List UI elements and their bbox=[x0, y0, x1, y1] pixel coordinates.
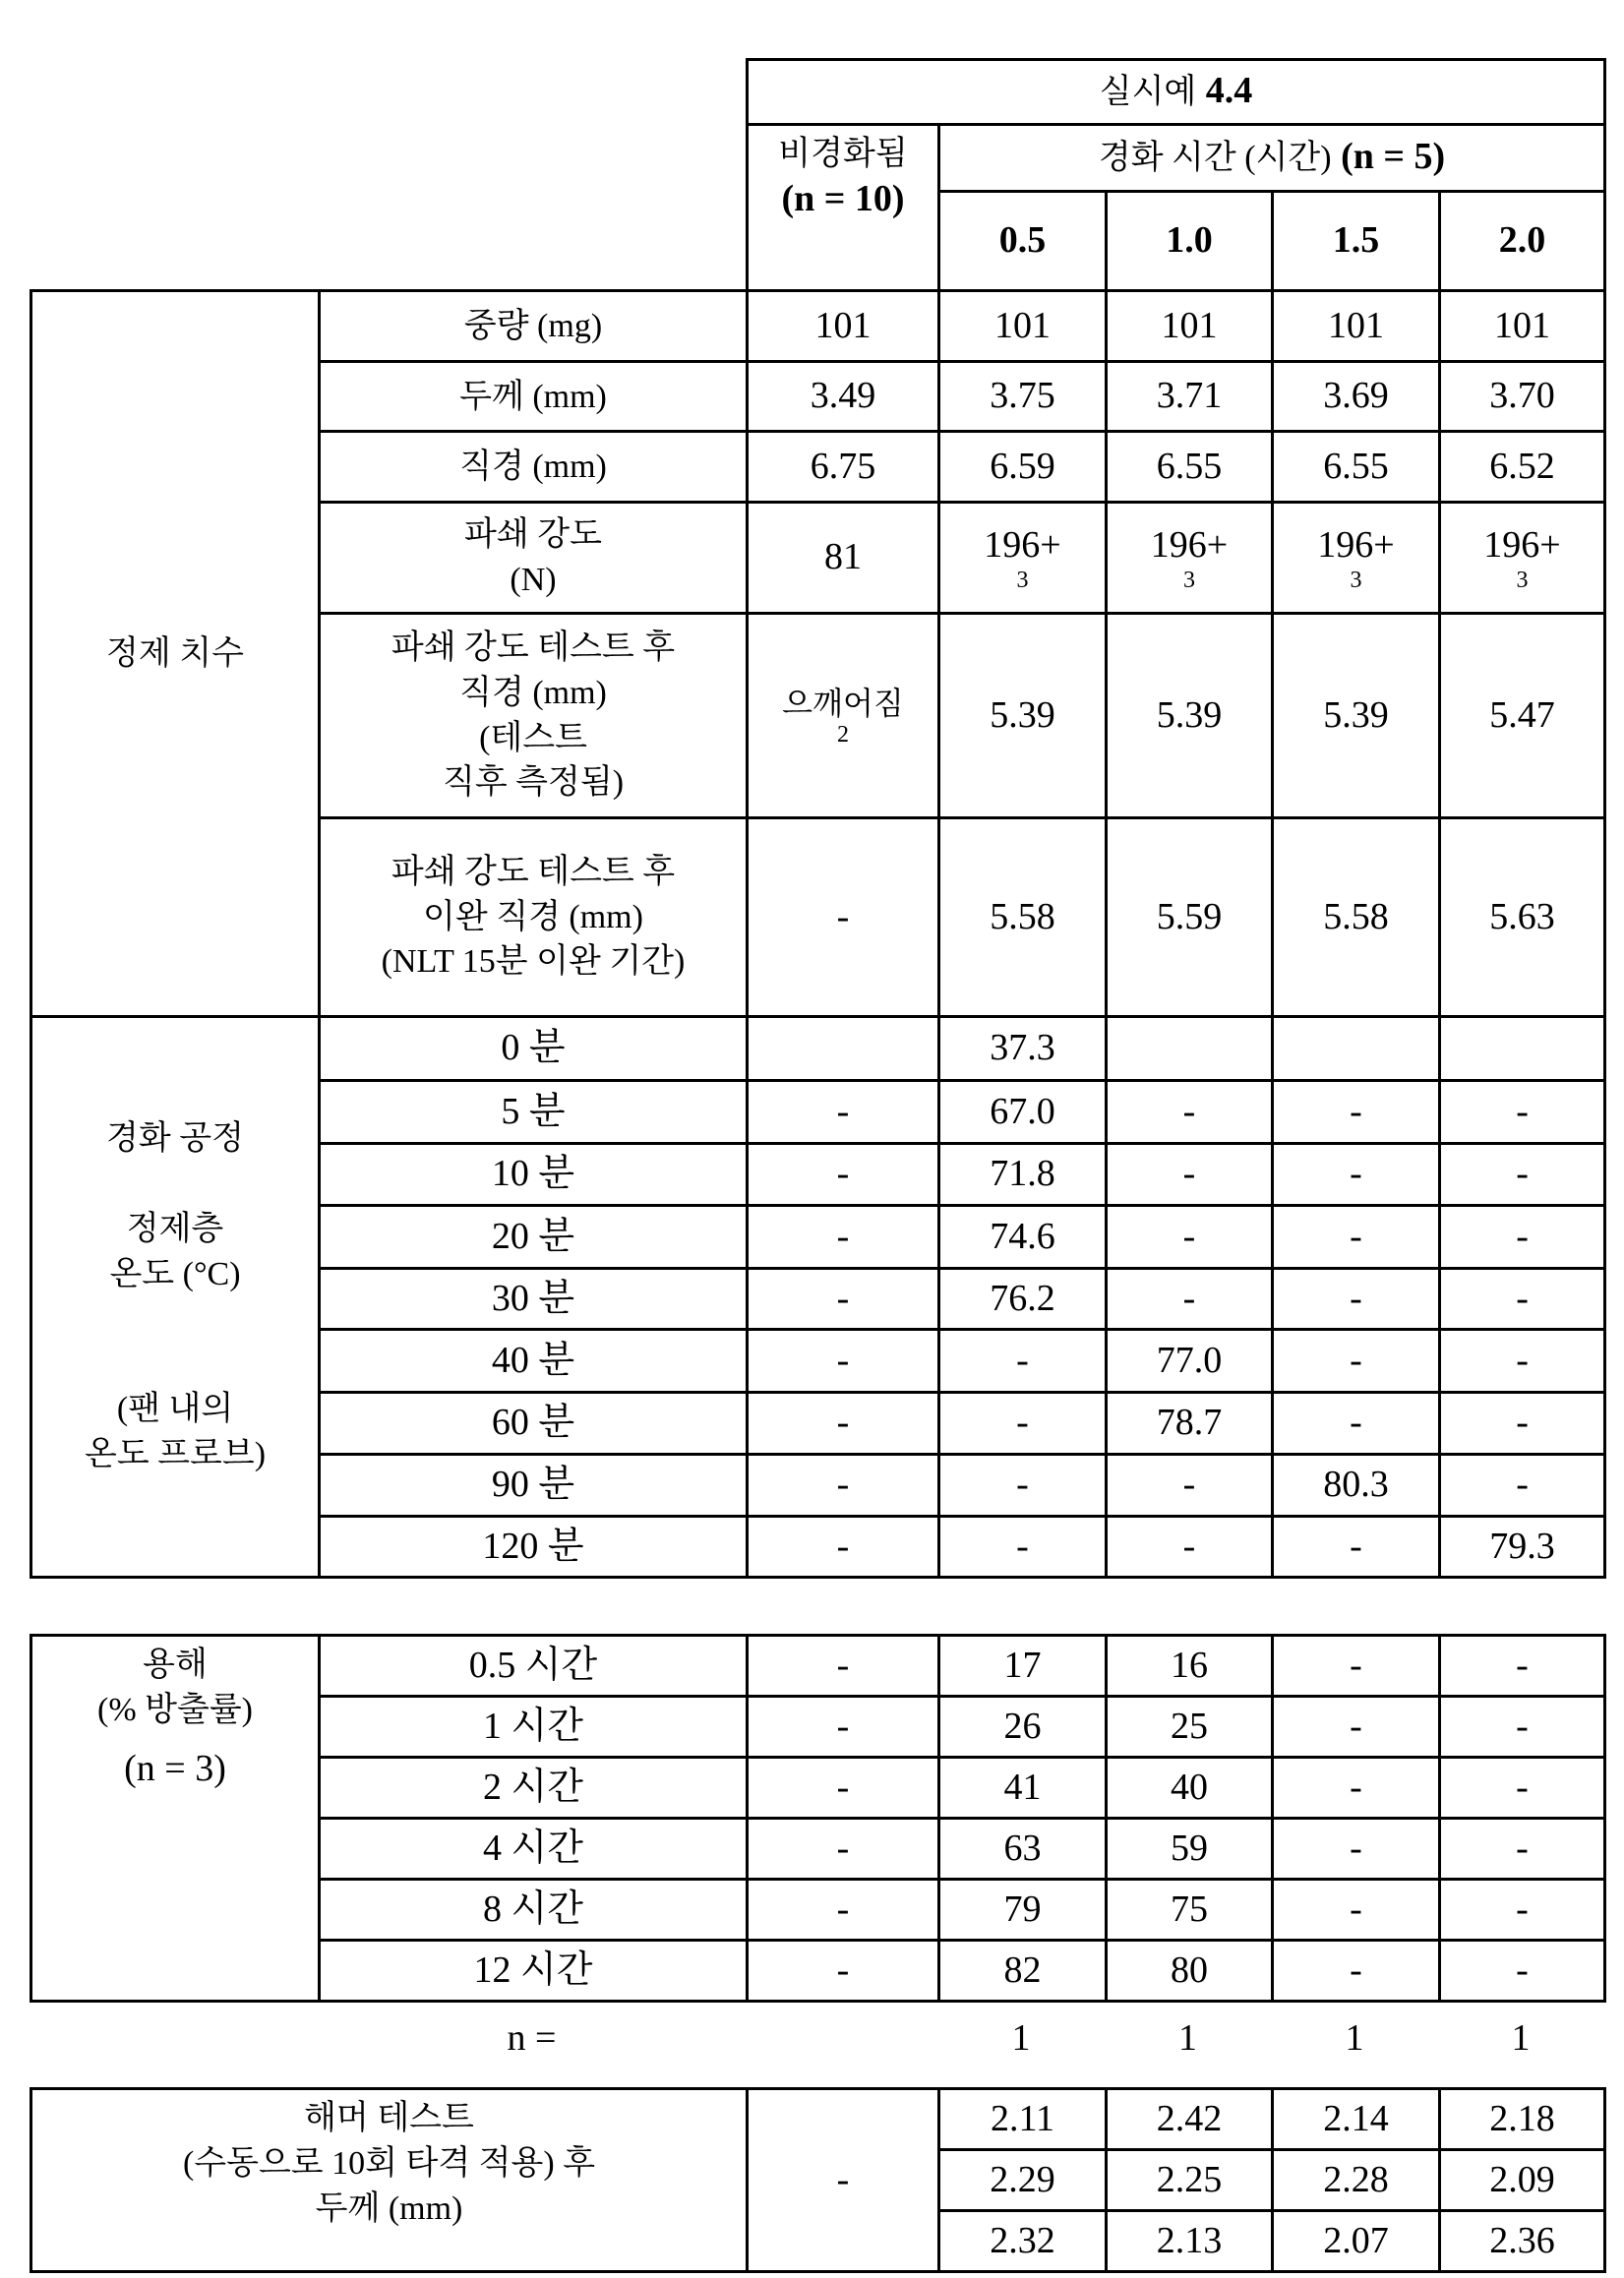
value-cell: 으깨어짐 2 bbox=[748, 614, 939, 818]
value-cell: - bbox=[1273, 1880, 1440, 1941]
label-line: (수동으로 10회 타격 적용) 후 bbox=[32, 2141, 746, 2187]
row-label: 40 분 bbox=[320, 1330, 748, 1393]
tablet-curing-table bbox=[30, 58, 1606, 1579]
value-cell: - bbox=[1440, 1330, 1605, 1393]
value-cell: - bbox=[748, 1819, 939, 1880]
value-cell: 79.3 bbox=[1440, 1517, 1605, 1578]
value-cell: - bbox=[748, 1206, 939, 1269]
row-label bbox=[320, 818, 748, 1017]
value-cell: 37.3 bbox=[939, 1017, 1107, 1081]
value-cell: - bbox=[1273, 1758, 1440, 1819]
row-label: 2 시간 bbox=[320, 1758, 748, 1819]
value-cell: - bbox=[748, 1330, 939, 1393]
value-cell: 2.29 bbox=[939, 2150, 1107, 2211]
label-line: 직경 (mm) bbox=[321, 671, 746, 716]
n-value: 1 bbox=[1105, 2016, 1271, 2060]
row-label: 0.5 시간 bbox=[320, 1636, 748, 1697]
value-cell: - bbox=[1440, 1144, 1605, 1206]
value-cell: 196+ 3 bbox=[1440, 503, 1605, 614]
value-cell: 6.59 bbox=[939, 432, 1107, 503]
value-cell: - bbox=[1440, 1455, 1605, 1517]
value-cell: - bbox=[1273, 1144, 1440, 1206]
row-label: 10 분 bbox=[320, 1144, 748, 1206]
row-label: 30 분 bbox=[320, 1269, 748, 1330]
n-row bbox=[30, 2016, 1603, 2071]
value-cell: 5.58 bbox=[1273, 818, 1440, 1017]
value-cell: 5.47 bbox=[1440, 614, 1605, 818]
value-cell: 3.70 bbox=[1440, 362, 1605, 432]
value-cell: - bbox=[748, 1880, 939, 1941]
value-cell: 2.42 bbox=[1107, 2089, 1273, 2150]
cure-time-header: 경화 시간 (시간) (n = 5) bbox=[939, 125, 1605, 192]
label-line: 파쇄 강도 테스트 후 bbox=[321, 850, 746, 895]
label-line: (NLT 15분 이완 기간) bbox=[321, 939, 746, 985]
value-cell: - bbox=[748, 1517, 939, 1578]
value-cell: - bbox=[748, 1758, 939, 1819]
value-cell: - bbox=[1273, 1330, 1440, 1393]
value-cell: - bbox=[1107, 1269, 1273, 1330]
value-cell: 81 bbox=[748, 503, 939, 614]
table-row bbox=[31, 1017, 1605, 1081]
value-cell: 82 bbox=[939, 1941, 1107, 2002]
value-cell: - bbox=[748, 1636, 939, 1697]
value-cell: - bbox=[1107, 1517, 1273, 1578]
value-cell: - bbox=[748, 818, 939, 1017]
value-cell bbox=[748, 1017, 939, 1081]
label-line: (N) bbox=[321, 558, 746, 603]
value-cell: - bbox=[1273, 1697, 1440, 1758]
value-cell: - bbox=[1440, 1758, 1605, 1819]
value-cell: - bbox=[748, 1393, 939, 1455]
value-cell: 2.11 bbox=[939, 2089, 1107, 2150]
value-cell: - bbox=[1107, 1081, 1273, 1144]
value-cell: 196+ 3 bbox=[939, 503, 1107, 614]
value-cell: 196+ 3 bbox=[1107, 503, 1273, 614]
value-cell: 196+ 3 bbox=[1273, 503, 1440, 614]
value-cell: 2.07 bbox=[1273, 2211, 1440, 2272]
value-cell: 2.28 bbox=[1273, 2150, 1440, 2211]
value-cell: 101 bbox=[748, 291, 939, 362]
row-label: 1 시간 bbox=[320, 1697, 748, 1758]
value-cell: 2.36 bbox=[1440, 2211, 1605, 2272]
cure-time-col: 0.5 bbox=[939, 192, 1107, 291]
value-cell: 59 bbox=[1107, 1819, 1273, 1880]
value-cell: - bbox=[1440, 1636, 1605, 1697]
value-cell: 3.69 bbox=[1273, 362, 1440, 432]
row-label: 5 분 bbox=[320, 1081, 748, 1144]
value-cell: - bbox=[939, 1330, 1107, 1393]
value-cell: 5.59 bbox=[1107, 818, 1273, 1017]
value-cell: 74.6 bbox=[939, 1206, 1107, 1269]
row-label: 20 분 bbox=[320, 1206, 748, 1269]
group-label: 용해 (% 방출률) (n = 3) bbox=[31, 1636, 320, 2002]
row-label: 중량 (mg) bbox=[320, 291, 748, 362]
value-cell: 2.14 bbox=[1273, 2089, 1440, 2150]
row-label: 12 시간 bbox=[320, 1941, 748, 2002]
value-cell: 101 bbox=[1107, 291, 1273, 362]
dissolution-table bbox=[30, 1634, 1606, 2003]
value-cell: 2.13 bbox=[1107, 2211, 1273, 2272]
row-label: 4 시간 bbox=[320, 1819, 748, 1880]
value-cell: - bbox=[1107, 1144, 1273, 1206]
value-cell: 2.25 bbox=[1107, 2150, 1273, 2211]
value-cell: - bbox=[748, 1697, 939, 1758]
value-cell: - bbox=[1273, 1517, 1440, 1578]
value-cell: 80.3 bbox=[1273, 1455, 1440, 1517]
value-cell bbox=[1440, 1017, 1605, 1081]
n-value: 1 bbox=[1271, 2016, 1438, 2060]
value-cell: - bbox=[748, 1941, 939, 2002]
value-cell: 6.75 bbox=[748, 432, 939, 503]
row-label: 60 분 bbox=[320, 1393, 748, 1455]
value-cell: - bbox=[1273, 1636, 1440, 1697]
n-value: 1 bbox=[1438, 2016, 1603, 2060]
value-cell: 67.0 bbox=[939, 1081, 1107, 1144]
value-cell: 76.2 bbox=[939, 1269, 1107, 1330]
table-row bbox=[31, 1636, 1605, 1697]
value-cell: - bbox=[1273, 1081, 1440, 1144]
value-cell: 75 bbox=[1107, 1880, 1273, 1941]
value-cell: - bbox=[1273, 1269, 1440, 1330]
value-cell: 6.55 bbox=[1107, 432, 1273, 503]
value-cell: 3.49 bbox=[748, 362, 939, 432]
value-cell: - bbox=[748, 1144, 939, 1206]
value-cell: 5.58 bbox=[939, 818, 1107, 1017]
label-line: 직후 측정됨) bbox=[321, 760, 746, 806]
hammer-label bbox=[31, 2089, 748, 2272]
value-cell: 5.63 bbox=[1440, 818, 1605, 1017]
row-label: 8 시간 bbox=[320, 1880, 748, 1941]
row-label: 120 분 bbox=[320, 1517, 748, 1578]
value-cell: 40 bbox=[1107, 1758, 1273, 1819]
value-cell: - bbox=[748, 2089, 939, 2272]
value-cell: 25 bbox=[1107, 1697, 1273, 1758]
label-line: 해머 테스트 bbox=[32, 2096, 746, 2141]
label-line: 이완 직경 (mm) bbox=[321, 895, 746, 940]
value-cell: - bbox=[1273, 1206, 1440, 1269]
value-cell: - bbox=[1107, 1455, 1273, 1517]
label-line: 파쇄 강도 bbox=[321, 512, 746, 558]
value-cell: - bbox=[1440, 1697, 1605, 1758]
value-cell: 80 bbox=[1107, 1941, 1273, 2002]
group-label: 경화 공정 정제층 온도 (°C) (팬 내의 온도 프로브) bbox=[31, 1017, 320, 1578]
value-cell: - bbox=[1440, 1269, 1605, 1330]
cure-time-col: 1.0 bbox=[1107, 192, 1273, 291]
value-cell: 63 bbox=[939, 1819, 1107, 1880]
row-label: 90 분 bbox=[320, 1455, 748, 1517]
empty-corner bbox=[31, 60, 748, 291]
row-label: 0 분 bbox=[320, 1017, 748, 1081]
value-cell: 77.0 bbox=[1107, 1330, 1273, 1393]
value-cell: 6.52 bbox=[1440, 432, 1605, 503]
value-cell: 2.18 bbox=[1440, 2089, 1605, 2150]
value-cell: 101 bbox=[939, 291, 1107, 362]
cure-time-col: 1.5 bbox=[1273, 192, 1440, 291]
value-cell bbox=[1273, 1017, 1440, 1081]
value-cell: 79 bbox=[939, 1880, 1107, 1941]
value-cell: 3.75 bbox=[939, 362, 1107, 432]
table-row bbox=[31, 2089, 1605, 2150]
value-cell: - bbox=[939, 1393, 1107, 1455]
value-cell: 101 bbox=[1273, 291, 1440, 362]
value-cell: - bbox=[1273, 1941, 1440, 2002]
row-label bbox=[320, 503, 748, 614]
value-cell: - bbox=[939, 1455, 1107, 1517]
value-cell: 17 bbox=[939, 1636, 1107, 1697]
value-cell: 16 bbox=[1107, 1636, 1273, 1697]
row-label bbox=[320, 614, 748, 818]
example-header: 실시예 4.4 bbox=[748, 60, 1605, 125]
row-label: 두께 (mm) bbox=[320, 362, 748, 432]
value-cell: 26 bbox=[939, 1697, 1107, 1758]
value-cell: - bbox=[1273, 1393, 1440, 1455]
value-cell: 41 bbox=[939, 1758, 1107, 1819]
value-cell: - bbox=[939, 1517, 1107, 1578]
value-cell: - bbox=[1440, 1941, 1605, 2002]
value-cell: - bbox=[1440, 1880, 1605, 1941]
value-cell: 5.39 bbox=[1273, 614, 1440, 818]
value-cell: 2.09 bbox=[1440, 2150, 1605, 2211]
value-cell: 5.39 bbox=[939, 614, 1107, 818]
value-cell: - bbox=[748, 1269, 939, 1330]
value-cell: 6.55 bbox=[1273, 432, 1440, 503]
value-cell: 71.8 bbox=[939, 1144, 1107, 1206]
value-cell: 101 bbox=[1440, 291, 1605, 362]
value-cell: 5.39 bbox=[1107, 614, 1273, 818]
value-cell: 3.71 bbox=[1107, 362, 1273, 432]
value-cell: - bbox=[1440, 1206, 1605, 1269]
value-cell: - bbox=[1273, 1819, 1440, 1880]
value-cell bbox=[1107, 1017, 1273, 1081]
value-cell: - bbox=[1440, 1393, 1605, 1455]
label-line: 두께 (mm) bbox=[32, 2187, 746, 2232]
value-cell: - bbox=[1440, 1081, 1605, 1144]
uncured-header: 비경화됨 (n = 10) bbox=[748, 125, 939, 291]
hammer-test-table bbox=[30, 2087, 1606, 2273]
n-label: n = bbox=[318, 2016, 746, 2060]
cure-time-col: 2.0 bbox=[1440, 192, 1605, 291]
value-cell: 2.32 bbox=[939, 2211, 1107, 2272]
group-label: 정제 치수 bbox=[31, 291, 320, 1017]
n-value: 1 bbox=[937, 2016, 1105, 2060]
value-cell: - bbox=[748, 1455, 939, 1517]
label-line: 파쇄 강도 테스트 후 bbox=[321, 626, 746, 671]
table-row bbox=[31, 291, 1605, 362]
row-label: 직경 (mm) bbox=[320, 432, 748, 503]
value-cell: - bbox=[748, 1081, 939, 1144]
label-line: (테스트 bbox=[321, 716, 746, 761]
value-cell: 78.7 bbox=[1107, 1393, 1273, 1455]
value-cell: - bbox=[1107, 1206, 1273, 1269]
value-cell: - bbox=[1440, 1819, 1605, 1880]
